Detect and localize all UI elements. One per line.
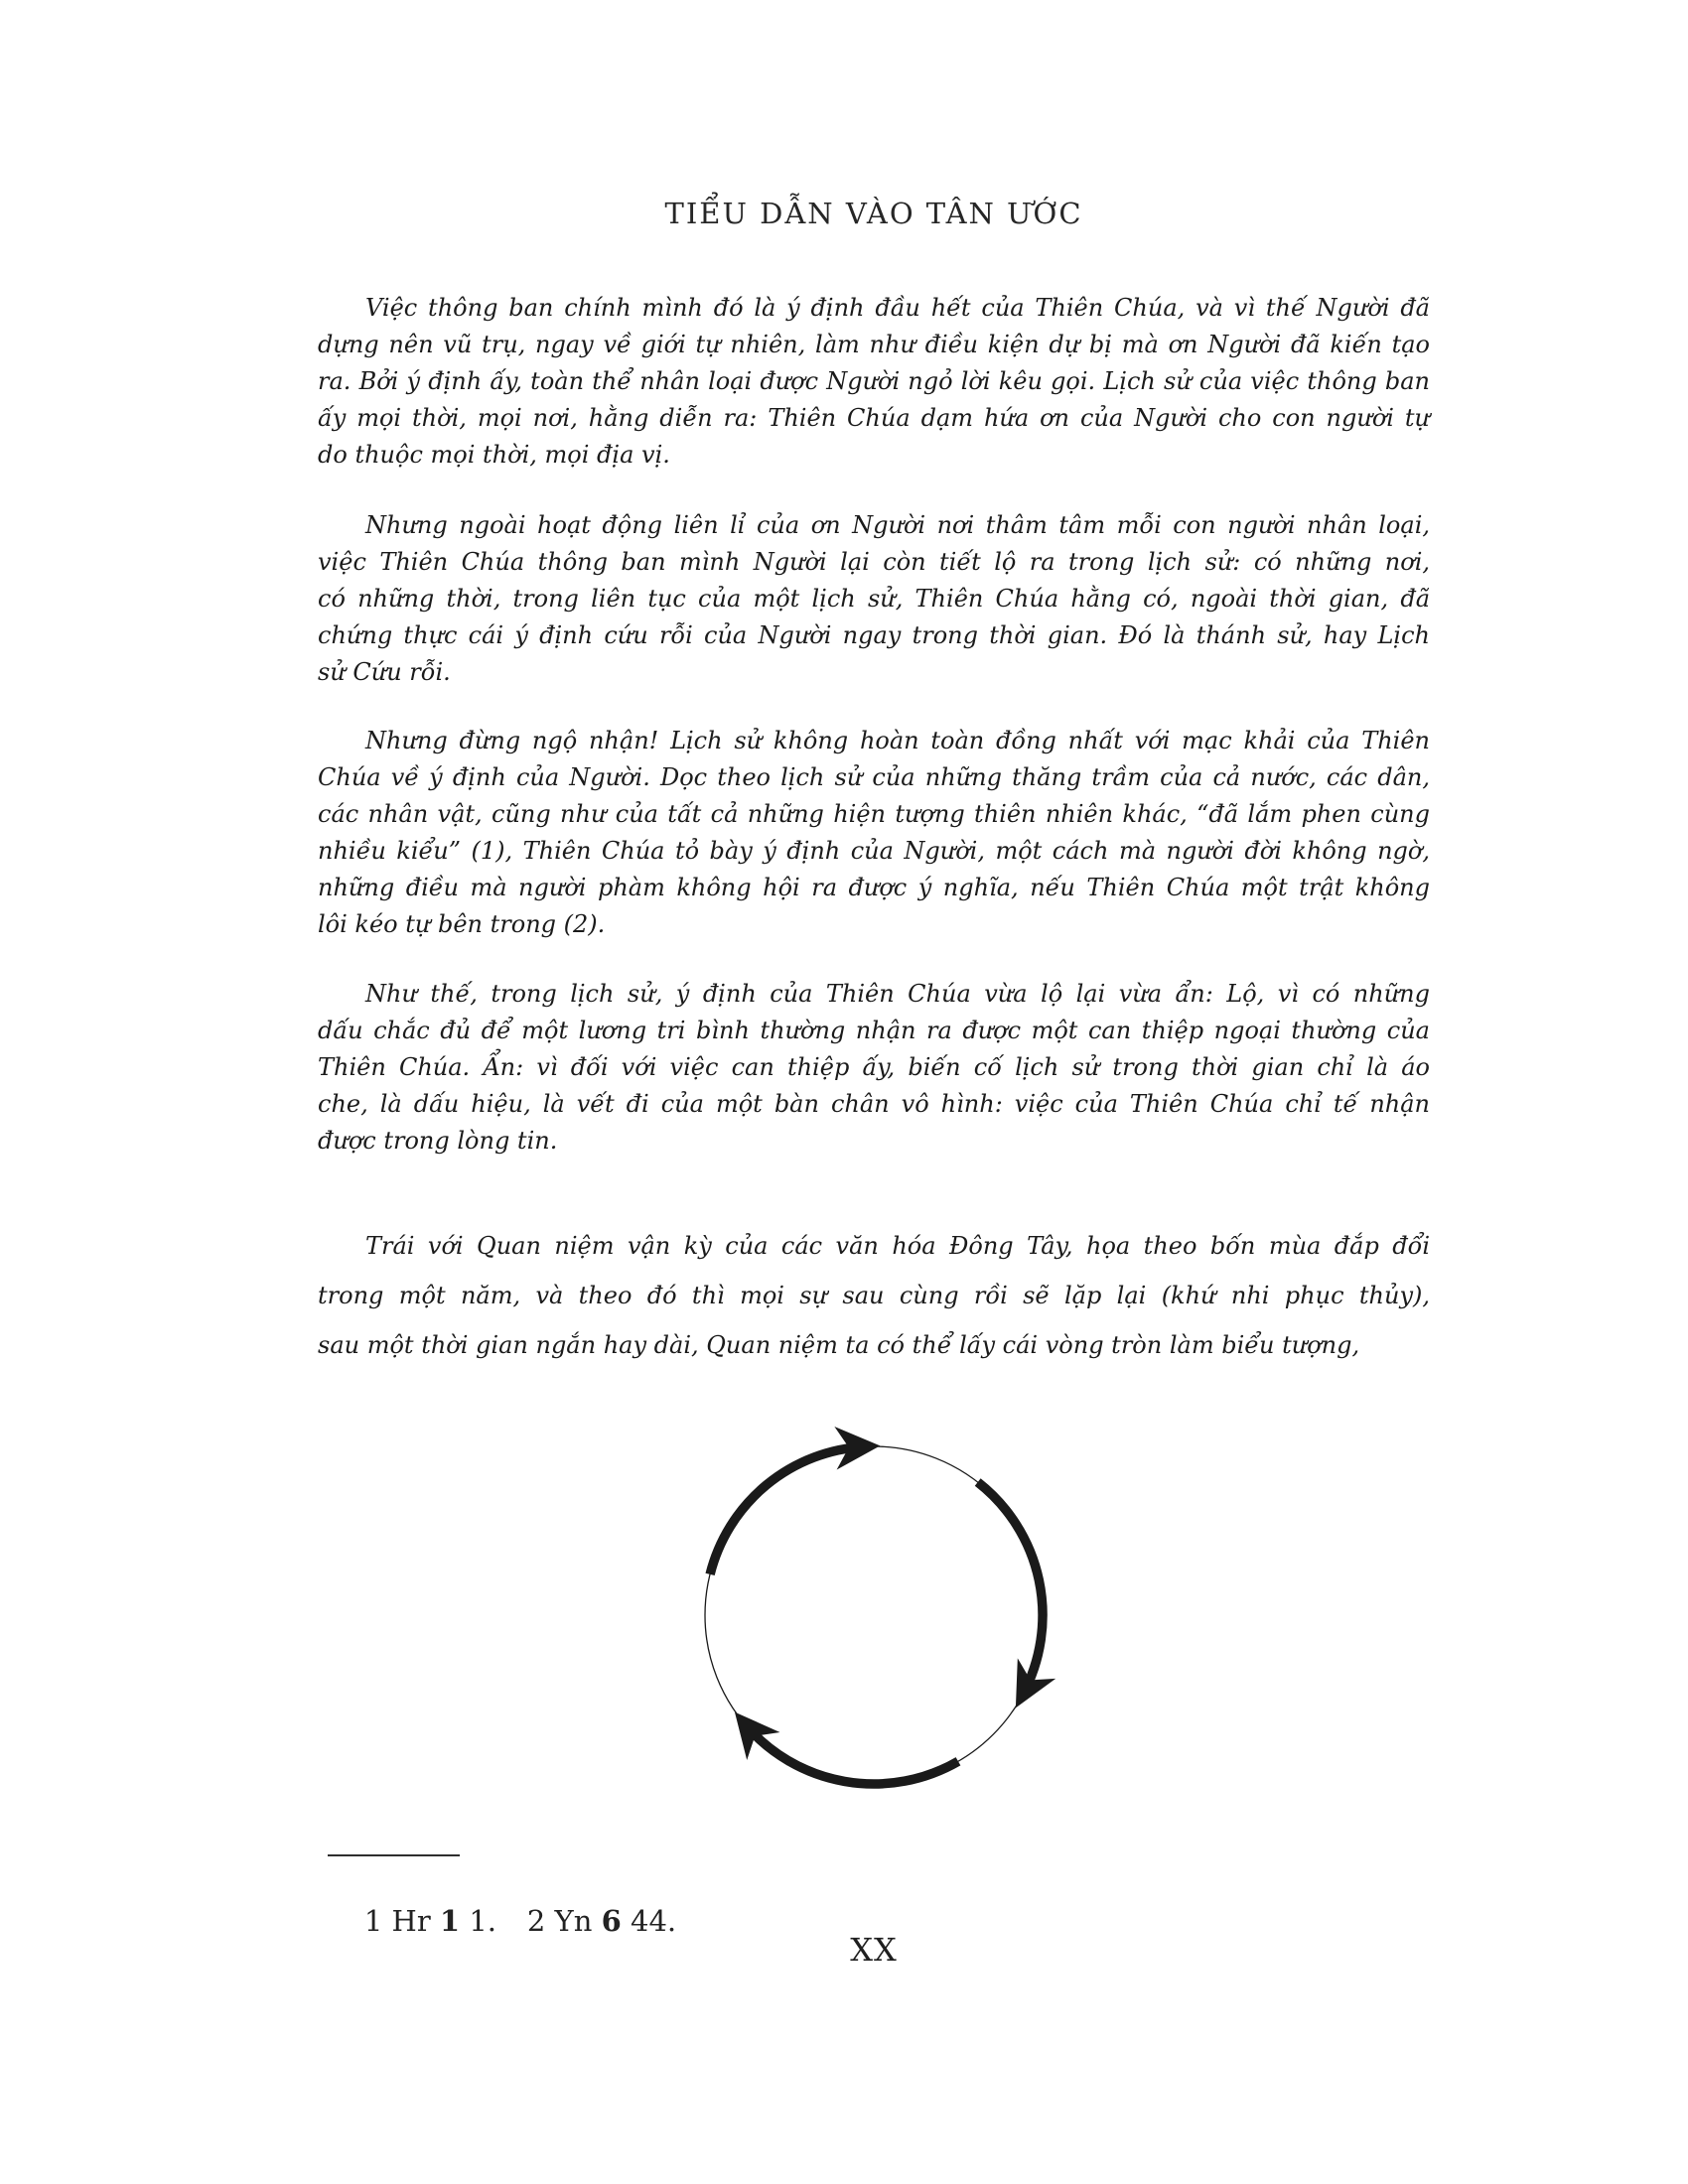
text-line: do thuộc mọi thời, mọi địa vị. (318, 441, 670, 469)
text-line: che, là dấu hiệu, là vết đi của một bàn chân vô hình: việc của Thiên Chúa chỉ tế nhận (318, 1090, 1430, 1118)
paragraph-4 (318, 976, 1430, 1160)
footnote-2-chapter: 6 (601, 1904, 622, 1938)
text-line: sử Cứu rỗi. (318, 658, 451, 686)
footnote-1-lead: 1 Hr (363, 1904, 440, 1938)
page-title: TIỂU DẪN VÀO TÂN ƯỚC (664, 197, 1083, 230)
text-line: sau một thời gian ngắn hay dài, Quan niệm ta có thể lấy cái vòng tròn làm biểu tượng, (318, 1331, 1360, 1359)
text-line: các nhân vật, cũng như của tất cả những hiện tượng thiên nhiên khác, “đã lắm phen cùng (318, 800, 1430, 828)
text-line: ấy mọi thời, mọi nơi, hằng diễn ra: Thiên Chúa dạm hứa ơn của Người cho con người tự (318, 404, 1430, 432)
text-line: Chúa về ý định của Người. Dọc theo lịch sử của những thăng trầm của cả nước, các dân, (318, 763, 1430, 791)
text-line: Nhưng ngoài hoạt động liên lỉ của ơn Người nơi thâm tâm mỗi con người nhân loại, (365, 511, 1430, 539)
page-number: XX (850, 1931, 898, 1969)
cycle-circle-diagram (635, 1410, 1112, 1846)
cycle-arrow-top-icon (710, 1446, 865, 1574)
footnote-2-tail: 44. (621, 1904, 677, 1938)
footnote-1-chapter: 1 (439, 1904, 461, 1938)
text-line: có những thời, trong liên tục của một lịch sử, Thiên Chúa hằng có, ngoài thời gian, đã (318, 585, 1430, 613)
footnote-1-tail: 1. (460, 1904, 496, 1938)
text-line: việc Thiên Chúa thông ban mình Người lại còn tiết lộ ra trong lịch sử: có những nơi, (318, 548, 1430, 576)
text-line: Như thế, trong lịch sử, ý định của Thiên Chúa vừa lộ lại vừa ẩn: Lộ, vì có những (365, 980, 1430, 1008)
paragraph-5 (318, 1221, 1430, 1370)
text-line: những điều mà người phàm không hội ra được ý nghĩa, nếu Thiên Chúa một trật không (318, 874, 1430, 901)
text-line: Thiên Chúa. Ẩn: vì đối với việc can thiệp ấy, biến cố lịch sử trong thời gian chỉ là áo (318, 1053, 1430, 1081)
text-line: Trái với Quan niệm vận kỳ của các văn hóa Đông Tây, họa theo bốn mùa đắp đổi (365, 1232, 1430, 1260)
text-line: nhiều kiểu” (1), Thiên Chúa tỏ bày ý định của Người, một cách mà người đời không ngờ, (318, 837, 1430, 865)
cycle-arrow-right-icon (978, 1482, 1043, 1695)
paragraph-2 (318, 507, 1430, 691)
text-line: ra. Bởi ý định ấy, toàn thể nhân loại được Người ngỏ lời kêu gọi. Lịch sử của việc thông ban (318, 367, 1430, 395)
text-line: được trong lòng tin. (318, 1127, 558, 1155)
text-line: dựng nên vũ trụ, ngay về giới tự nhiên, làm như điều kiện dự bị mà ơn Người đã kiến tạo (318, 331, 1430, 358)
text-line: Việc thông ban chính mình đó là ý định đầu hết của Thiên Chúa, và vì thế Người đã (365, 294, 1430, 322)
text-line: lôi kéo tự bên trong (2). (318, 910, 606, 938)
cycle-arrow-bottom-icon (745, 1723, 958, 1784)
paragraph-1 (318, 290, 1430, 474)
text-line: Nhưng đừng ngộ nhận! Lịch sử không hoàn toàn đồng nhất với mạc khải của Thiên (365, 727, 1430, 754)
text-line: dấu chắc đủ để một lương tri bình thường nhận ra được một can thiệp ngoại thường của (318, 1017, 1430, 1044)
footnote-2-lead: 2 Yn (526, 1904, 602, 1938)
footnote-divider (328, 1854, 460, 1856)
paragraph-3 (318, 723, 1430, 943)
text-line: trong một năm, và theo đó thì mọi sự sau cùng rồi sẽ lặp lại (khứ nhi phục thủy), (318, 1282, 1430, 1309)
text-line: chứng thực cái ý định cứu rỗi của Người ngay trong thời gian. Đó là thánh sử, hay Lịch (318, 621, 1430, 649)
